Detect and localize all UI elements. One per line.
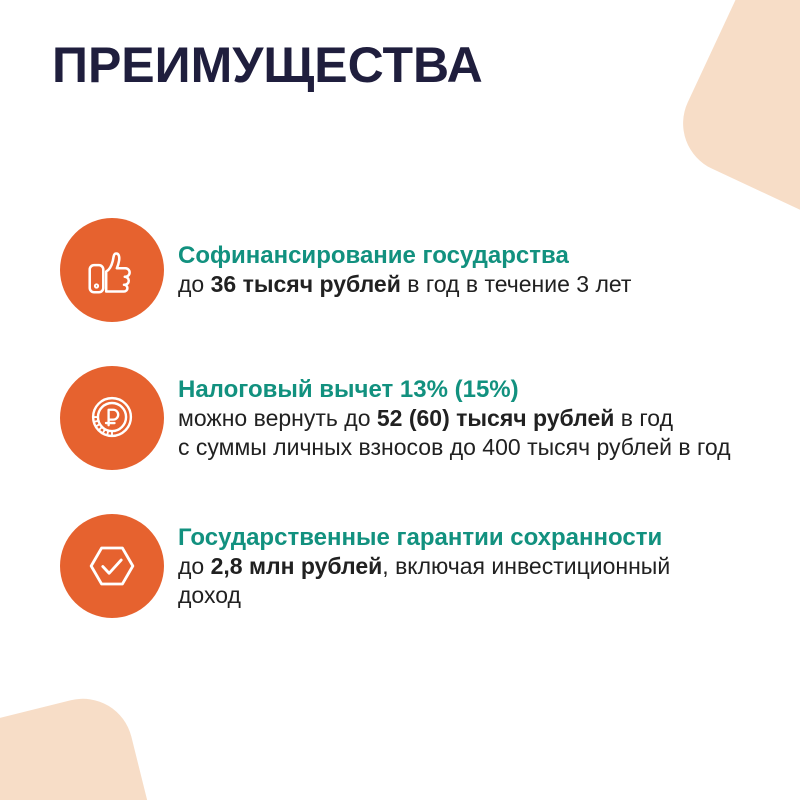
page-title: ПРЕИМУЩЕСТВА (52, 37, 483, 93)
ruble-coin-icon (60, 366, 164, 470)
benefit-item-tax-deduction (60, 366, 731, 470)
benefit-text (178, 375, 731, 462)
text-segment: можно вернуть до (178, 404, 377, 431)
benefit-line (178, 270, 631, 299)
benefit-text (178, 241, 631, 299)
benefit-heading: Налоговый вычет 13% (15%) (178, 375, 519, 403)
text-segment: , включая инвестиционный (382, 552, 671, 579)
text-segment-bold: 52 (60) тысяч рублей (376, 404, 615, 431)
decorative-shape-bottom-left (0, 688, 192, 800)
benefits-list (60, 218, 731, 618)
text-segment: в год (614, 404, 674, 431)
text-segment: до (178, 271, 211, 297)
text-segment-bold: 36 тысяч рублей (210, 271, 401, 297)
benefit-line (178, 581, 670, 610)
benefit-line (178, 404, 731, 433)
text-segment: с суммы личных взносов до 400 тысяч рублей в год (178, 433, 731, 460)
hexagon-check-icon (60, 514, 164, 618)
text-segment-bold: 2,8 млн рублей (210, 552, 383, 579)
thumbs-up-icon (60, 218, 164, 322)
benefit-heading: Государственные гарантии сохранности (178, 523, 663, 551)
benefit-heading: Софинансирование государства (178, 242, 569, 269)
benefit-item-state-guarantees (60, 514, 731, 618)
text-segment: доход (178, 581, 241, 608)
benefit-item-cofinancing (60, 218, 731, 322)
benefit-line (178, 433, 731, 462)
benefit-text (178, 523, 670, 610)
text-segment: до (178, 552, 211, 579)
benefit-line (178, 552, 670, 581)
text-segment: в год в течение 3 лет (400, 271, 632, 297)
